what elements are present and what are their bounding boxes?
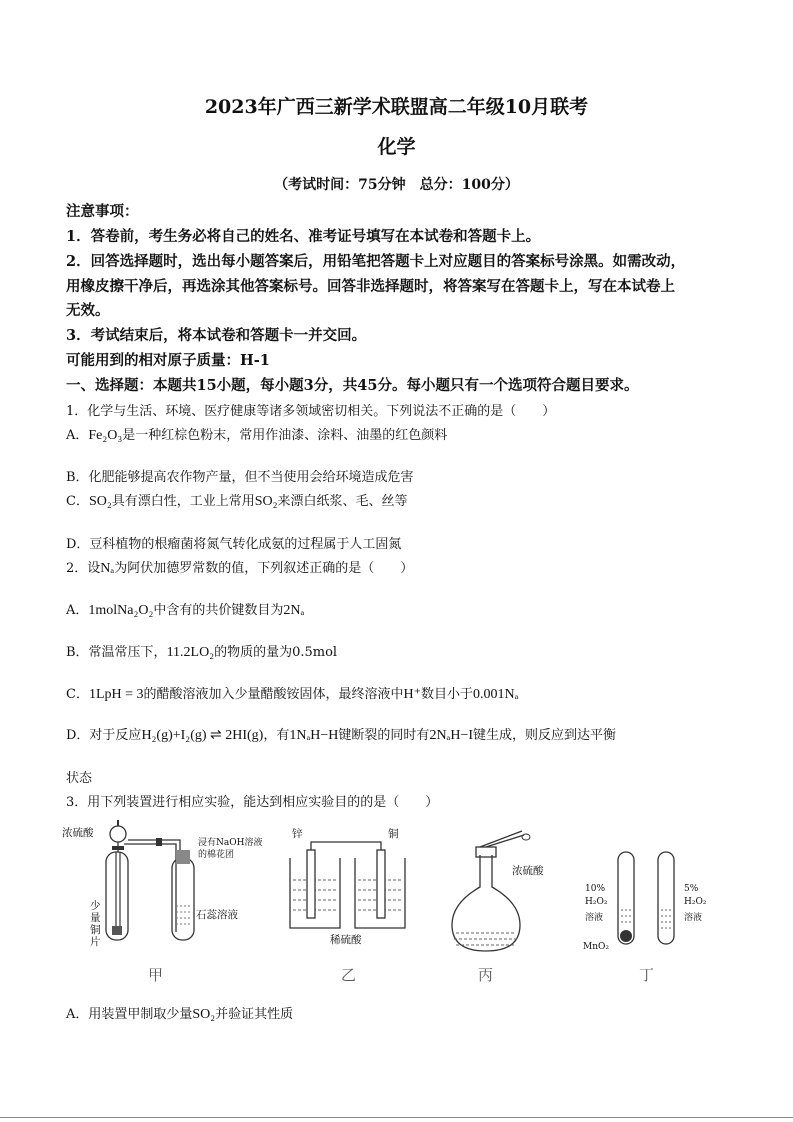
q1-c-formula2: SO₂ [254,494,278,509]
ding-sol-b-label: 溶液 [684,913,703,923]
q2-option-d-cont: 状态 [66,771,93,786]
q1-option-a [66,424,447,444]
q2-b-text: 的物质的量为0.5mol [214,645,338,660]
q2-a-label: A． [66,603,89,618]
yi-zinc-label: 锌 [292,828,303,840]
section1-heading: 一、选择题：本题共15小题，每小题3分，共45分。每小题只有一个选项符合题目要求。 [66,377,639,394]
ding-sol-a-label: 溶液 [585,913,604,923]
q2-option-d [66,724,616,744]
figure-ding-label: 丁 [639,966,655,984]
apparatus-yi-drawing [285,840,425,940]
q2-c-text: 的醋酸溶液加入少量醋酸铵固体，最终溶液中 [143,687,404,702]
yi-dilute-acid-label: 稀硫酸 [330,934,362,946]
apparatus-bing-drawing [440,825,550,955]
jia-cotton-label-2: 的棉花团 [198,850,235,860]
ding-mno2-label: MnO₂ [583,942,609,952]
q1-a-label: A． [66,428,89,443]
q2-b-formula: 11.2LO₂ [166,645,215,660]
notes-heading: 注意事项： [66,203,139,220]
q1-option-b: B．化肥能够提高农作物产量，但不当使用会给环境造成危害 [66,470,414,485]
exam-info: （考试时间：75分钟 总分：100分） [274,177,519,193]
ding-h2o2-b-label: H₂O₂ [684,897,707,907]
q2-a-text: 中含有的共价键数目为 [153,603,284,618]
subject-title: 化学 [377,136,416,158]
q3-stem: 3．用下列装置进行相应实验，能达到相应实验目的的是（ ） [66,795,439,810]
note-2-line3: 无效。 [66,302,110,319]
q3-a-text: 并验证其性质 [215,1007,294,1022]
jia-litmus-label: 石蕊溶液 [196,909,238,921]
note-2-line1: 2．回答选择题时，选出每小题答案后，用铅笔把答题卡上对应题目的答案标号涂黑。如需改动， [66,253,686,270]
figure-yi-label: 乙 [341,966,357,984]
q1-stem: 1．化学与生活、环境、医疗健康等诸多领域密切相关。下列说法不正确的是（ ） [66,404,556,419]
jia-copper-label-4: 片 [90,936,101,948]
note-2-line2: 用橡皮擦干净后，再选涂其他答案标号。回答非选择题时，将答案写在答题卡上，写在本试卷上 [66,278,675,295]
q1-a-text: 是一种红棕色粉末，常用作油漆、涂料、油墨的红色颜料 [122,428,448,443]
ding-pct10-label: 10% [585,884,606,894]
q3-option-a [66,1003,293,1023]
q2-d-text2: 键断裂的同时有 [338,728,430,743]
exam-title: 2023年广西三新学术联盟高二年级10月联考 [204,96,589,118]
jia-conc-acid-label: 浓硫酸 [62,827,94,839]
q2-c-text2: 数目小于 [421,687,474,702]
q1-c-text2: 来漂白纸浆、毛、丝等 [277,494,408,509]
q2-stem-formula: Nₐ [100,561,115,576]
q1-c-formula1: SO₂ [88,494,112,509]
ding-pct5-label: 5% [684,884,699,894]
figure-bing-label: 丙 [478,966,494,984]
q2-c-formula2: H⁺ [403,687,422,702]
q2-a-formula2: 2Nₐ [283,603,305,618]
atomic-mass-line: 可能用到的相对原子质量：H-1 [66,352,270,369]
q2-d-formula2: 1NₐH−H [289,728,339,743]
q2-c-formula: 1LpH = 3 [88,687,144,702]
q3-a-formula: SO₂ [192,1007,216,1022]
q2-c-label: C． [66,687,89,702]
q2-option-b [66,641,337,661]
jia-cotton-label: 浸有NaOH溶液 [198,838,263,848]
bing-conc-acid-label: 浓硫酸 [512,865,544,877]
note-3: 3．考试结束后，将本试卷和答题卡一并交回。 [66,327,367,344]
jia-copper-label-2: 量 [90,912,101,924]
q2-d-text3: 键生成，则反应到达平衡 [473,728,617,743]
q1-option-c [66,490,408,510]
jia-copper-label-3: 铜 [90,924,101,936]
q2-stem-post: 为阿伏加德罗常数的值，下列叙述正确的是（ ） [114,561,414,576]
q1-c-label: C． [66,494,89,509]
yi-copper-label: 铜 [388,828,399,840]
q2-d-label: D．对于反应 [66,728,142,743]
q2-b-label: B．常温常压下， [66,645,167,660]
q2-d-formula3: 2NₐH−I [429,728,474,743]
note-1: 1．答卷前，考生务必将自己的姓名、准考证号填写在本试卷和答题卡上。 [66,228,541,245]
q2-a-formula: 1molNa₂O₂ [88,603,154,618]
jia-copper-label-1: 少 [90,900,101,912]
q1-a-formula: Fe₂O₃ [88,428,123,443]
q2-option-a [66,599,304,619]
ding-h2o2-a-label: H₂O₂ [585,897,608,907]
page-bottom-rule [0,1117,793,1118]
q3-a-label: A．用装置甲制取少量 [66,1007,193,1022]
q1-option-d: D．豆科植物的根瘤菌将氮气转化成氨的过程属于人工固氮 [66,537,402,552]
q2-stem [66,557,413,577]
q1-c-text1: 具有漂白性，工业上常用 [111,494,255,509]
q2-stem-pre: 2．设 [66,561,101,576]
q2-option-c [66,683,519,703]
q2-d-text1: ，有 [263,728,290,743]
figure-jia-label: 甲 [148,966,164,984]
q2-c-formula3: 0.001Nₐ [473,687,519,702]
q2-d-formula: H₂(g)+I₂(g) ⇌ 2HI(g) [141,728,264,743]
